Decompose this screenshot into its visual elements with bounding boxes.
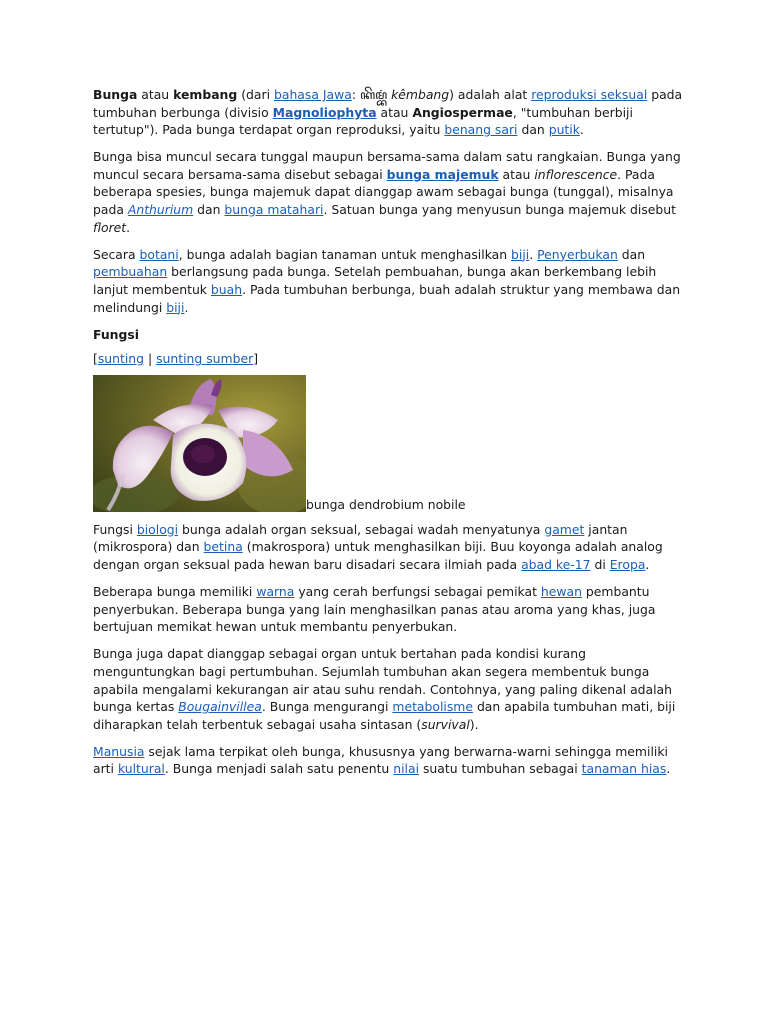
- text: Bunga juga dapat dianggap sebagai organ untuk bertahan pada kondisi kurang menguntungkan bagi pertumbuhan. Sejumlah tumbuhan akan segera membentuk bunga apabila mengalami kekurangan air atau suhu rendah. Contohnya, yang paling dikenal adalah bunga kertas: [93, 646, 673, 715]
- text: . Pada beberapa spesies, bunga majemuk dapat dianggap awam sebagai bunga (tunggal), misalnya pada: [93, 166, 674, 218]
- text: atau: [498, 166, 535, 182]
- paragraph-warna: [93, 583, 683, 636]
- text: dan: [617, 246, 646, 262]
- text: pembantu penyerbukan. Beberapa bunga yang lain menghasilkan panas atau aroma yang khas, juga bertujuan memikat hewan untuk membantu penyerbukan.: [93, 584, 656, 635]
- bracket: [: [93, 351, 98, 367]
- text: dan apabila tumbuhan mati, biji diharapkan telah terbentuk sebagai usaha sintasan (: [93, 699, 676, 732]
- figure-caption: bunga dendrobium nobile: [306, 496, 466, 512]
- paragraph-fungsi-biologi: [93, 521, 683, 574]
- separator: |: [144, 351, 157, 367]
- link-gamet[interactable]: gamet: [544, 521, 585, 537]
- paragraph-bertahan: [93, 645, 683, 733]
- term-survival: survival: [421, 716, 470, 732]
- link-kultural[interactable]: kultural: [117, 761, 165, 777]
- text: di: [590, 557, 610, 572]
- link-manusia[interactable]: Manusia: [93, 743, 145, 759]
- term-angiospermae: Angiospermae: [412, 104, 513, 120]
- term-floret: floret: [93, 219, 127, 235]
- paragraph-intro: [93, 86, 683, 139]
- link-benang-sari[interactable]: benang sari: [444, 122, 518, 138]
- link-betina[interactable]: betina: [203, 539, 243, 555]
- text: dan: [193, 202, 225, 218]
- link-bahasa-jawa[interactable]: bahasa Jawa: [273, 87, 352, 102]
- text: jantan (mikrospora) dan: [93, 521, 628, 555]
- link-magnoliophyta[interactable]: Magnoliophyta: [272, 104, 377, 120]
- text: atau: [376, 104, 413, 120]
- text: Bunga bisa muncul secara tunggal maupun bersama-sama dalam satu rangkaian. Bunga yang muncul secara bersama-sama disebut sebagai: [93, 149, 681, 182]
- term-kembang-latin: kêmbang: [391, 87, 450, 102]
- text: ) adalah alat: [449, 87, 532, 102]
- link-buah[interactable]: buah: [210, 281, 243, 297]
- text: bunga adalah organ seksual, sebagai wadah menyatunya: [178, 521, 545, 537]
- link-bunga-majemuk[interactable]: bunga majemuk: [386, 166, 499, 182]
- link-metabolisme[interactable]: metabolisme: [392, 699, 473, 715]
- link-abad-ke-17[interactable]: abad ke-17: [521, 557, 591, 572]
- paragraph-inflorescence: [93, 148, 683, 236]
- text: sejak lama terpikat oleh bunga, khususnya yang berwarna-warni sehingga memiliki arti: [93, 743, 668, 777]
- text: pada tumbuhan berbunga (divisio: [93, 87, 683, 120]
- term-kembang: kembang: [173, 87, 238, 102]
- term-inflorescence: inflorescence: [534, 166, 618, 182]
- bracket: ]: [253, 351, 259, 367]
- section-heading-fungsi: Fungsi: [93, 326, 139, 342]
- text: .: [645, 557, 650, 572]
- orchid-photo: [93, 375, 306, 512]
- text: .: [666, 761, 671, 777]
- edit-source-link[interactable]: sunting sumber: [156, 351, 254, 367]
- text: . Bunga mengurangi: [261, 699, 393, 715]
- text: atau: [137, 87, 174, 102]
- text: berlangsung pada bunga. Setelah pembuahan, bunga akan berkembang lebih lanjut membentuk: [93, 264, 657, 297]
- link-bougainvillea[interactable]: Bougainvillea: [178, 699, 262, 715]
- text: suatu tumbuhan sebagai: [419, 761, 582, 777]
- link-reproduksi-seksual[interactable]: reproduksi seksual: [531, 87, 648, 102]
- text: .: [126, 219, 131, 235]
- link-nilai[interactable]: nilai: [393, 761, 420, 777]
- text: . Bunga menjadi salah satu penentu: [164, 761, 394, 777]
- edit-links: [93, 350, 683, 368]
- article-body: [93, 86, 683, 788]
- link-tanaman-hias[interactable]: tanaman hias: [581, 761, 667, 777]
- link-biologi[interactable]: biologi: [136, 521, 179, 537]
- text: .: [529, 246, 538, 262]
- link-anthurium[interactable]: Anthurium: [127, 202, 194, 218]
- text: dan: [517, 122, 549, 138]
- edit-link[interactable]: sunting: [97, 351, 145, 367]
- text: yang cerah berfungsi sebagai pemikat: [294, 584, 541, 600]
- text: .: [184, 299, 189, 315]
- link-biji[interactable]: biji: [511, 246, 530, 262]
- figure: [93, 375, 683, 512]
- link-biji[interactable]: biji: [166, 299, 185, 315]
- text: , bunga adalah bagian tanaman untuk menghasilkan: [178, 246, 512, 262]
- text: , "tumbuhan berbiji tertutup"). Pada bunga terdapat organ reproduksi, yaitu: [93, 104, 633, 138]
- text: . Satuan bunga yang menyusun bunga majemuk disebut: [323, 202, 677, 218]
- link-eropa[interactable]: Eropa: [609, 557, 646, 572]
- text: :: [351, 87, 360, 102]
- paragraph-manusia: [93, 743, 683, 778]
- link-pembuahan[interactable]: pembuahan: [93, 264, 168, 280]
- term-bunga: Bunga: [93, 87, 138, 102]
- text: Beberapa bunga memiliki: [93, 584, 257, 600]
- text: . Pada tumbuhan berbunga, buah adalah struktur yang membawa dan melindungi: [93, 281, 681, 315]
- text: (dari: [237, 87, 274, 102]
- paragraph-botani: [93, 246, 683, 316]
- text: ).: [469, 716, 479, 732]
- link-bunga-matahari[interactable]: bunga matahari: [224, 202, 324, 218]
- link-penyerbukan[interactable]: Penyerbukan: [537, 246, 618, 262]
- link-warna[interactable]: warna: [256, 584, 295, 600]
- link-hewan[interactable]: hewan: [540, 584, 582, 600]
- text: Fungsi: [93, 521, 137, 537]
- link-botani[interactable]: botani: [139, 246, 179, 262]
- text: (makrospora) untuk menghasilkan biji. Buu koyonga adalah analog dengan organ seksual pada hewan baru disadari secara ilmiah pada: [93, 539, 663, 572]
- text: .: [579, 122, 584, 138]
- javanese-script: ꦏꦼꦩ꧀ꦧꦁ: [359, 87, 388, 102]
- text: Secara: [93, 246, 140, 262]
- link-putik[interactable]: putik: [548, 122, 580, 138]
